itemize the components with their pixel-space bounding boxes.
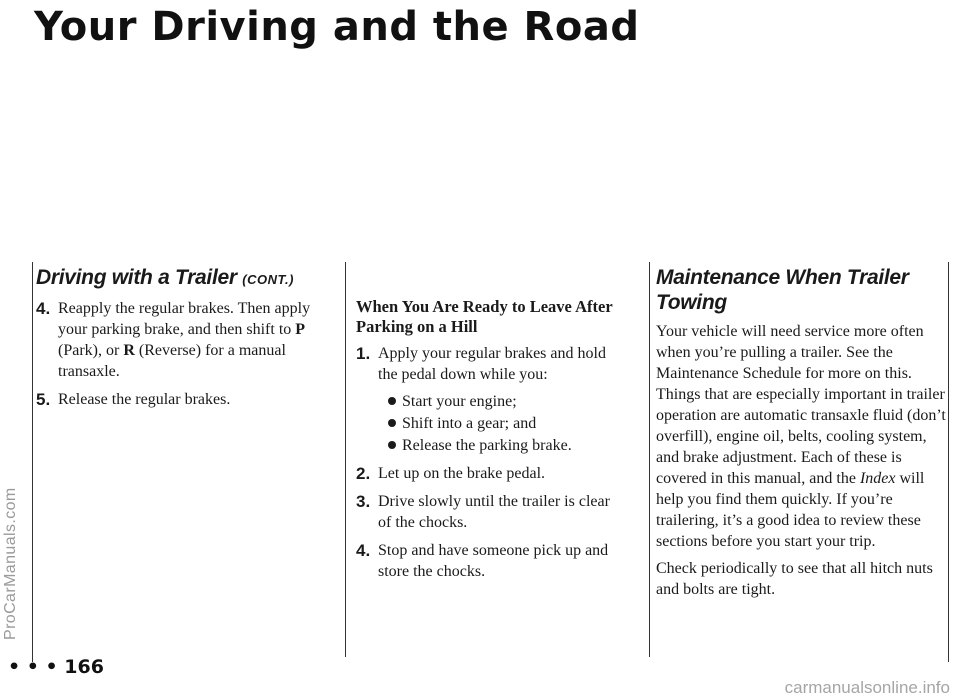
maintenance-paragraph [656,321,946,552]
bullet-list [378,391,626,456]
side-watermark: ProCarManuals.com [2,487,19,640]
column-rule-left [32,262,33,662]
section-title-driving-with-trailer [36,265,314,292]
gear-park-label: P [295,321,306,338]
paragraph-text-part: Your vehicle will need service more often when you’re pulling a trailer. See the Maintenance Schedule for more on this. Things that are especially important in trailer operation are automatic transaxle fluid (don’t overfill), engine oil, belts, cooling system, and brake adjustment. Each of these is covered in this manual, and the [656,323,946,487]
step-item [356,343,626,456]
page-number-dots: • • • [8,656,58,678]
bottom-watermark: carmanualsonline.info [784,678,950,697]
step-list [36,298,314,410]
gear-reverse-label: R [123,342,135,359]
column-rule-right [649,262,650,657]
hitch-check-paragraph: Check periodically to see that all hitch nuts and bolts are tight. [656,560,933,598]
step-number: 4. [356,541,371,560]
step-item [356,491,626,533]
step-text: Stop and have someone pick up and store the chocks. [378,542,609,580]
section-title-text: Driving with a Trailer [36,266,237,289]
page-edge-rule [948,262,949,662]
step-number: 1. [356,344,371,363]
page-number [8,656,104,678]
section-title-maintenance: Maintenance When Trailer Towing [656,266,909,314]
step-list [356,343,626,582]
column-driving-with-trailer [36,265,314,417]
step-number: 5. [36,390,51,409]
step-text: Apply your regular brakes and hold the pedal down while you: [378,345,606,383]
step-text: Let up on the brake pedal. [378,465,546,482]
column-leaving-after-parking [356,297,626,589]
continued-label: (CONT.) [242,272,294,287]
step-item [356,463,626,484]
step-item [36,298,314,382]
step-text: Release the regular brakes. [58,391,231,408]
step-item [356,540,626,582]
step-number: 3. [356,492,371,511]
step-text-part: (Park), or [58,342,124,359]
subheading-leave-after-parking: When You Are Ready to Leave After Parking on a Hill [356,297,613,336]
bullet-item: Start your engine; [388,391,626,412]
step-number: 4. [36,299,51,318]
page-title: Your Driving and the Road [34,4,640,50]
step-text: Drive slowly until the trailer is clear of the chocks. [378,493,610,531]
step-text-part: Reapply the regular brakes. Then apply your parking brake, and then shift to [58,300,311,338]
index-reference: Index [859,470,896,487]
column-maintenance [656,265,946,606]
page-number-value: 166 [64,656,104,678]
paragraph-text-part: will help you find them quickly. If you’re trailering, it’s a good idea to review these sections before you start your trip. [656,470,925,550]
bullet-item: Shift into a gear; and [388,413,626,434]
step-number: 2. [356,464,371,483]
bullet-item: Release the parking brake. [388,435,626,456]
column-rule-middle [345,262,346,657]
step-text [58,300,310,380]
step-text-part: (Reverse) for a manual transaxle. [58,342,286,380]
step-item [36,389,314,410]
